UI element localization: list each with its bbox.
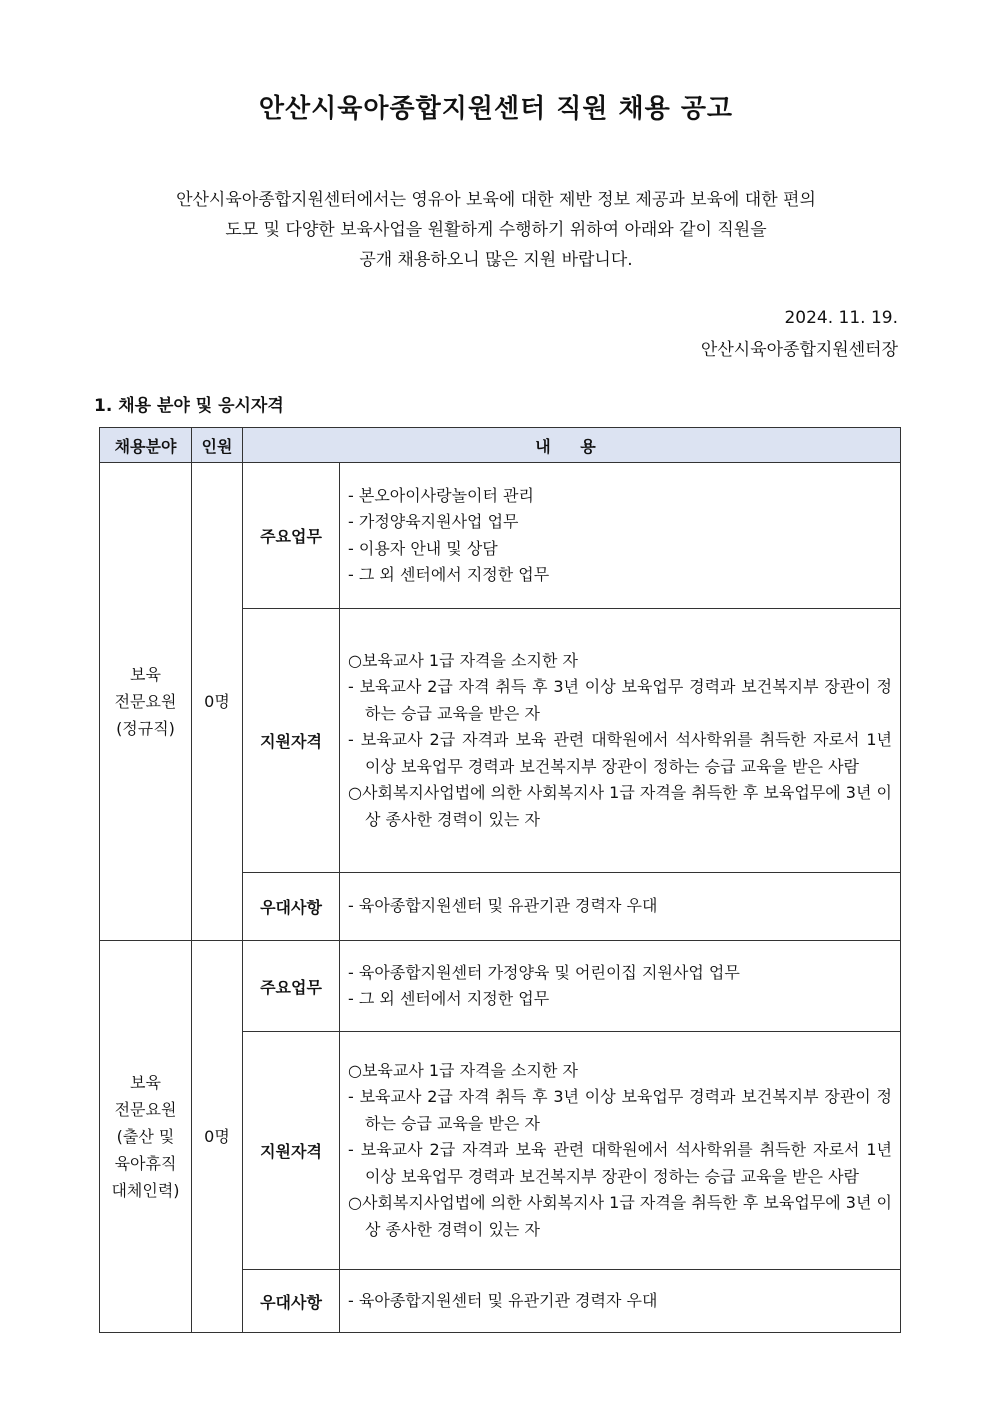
field-line: 대체인력) xyxy=(111,1181,180,1200)
list-item: - 보육교사 2급 자격 취득 후 3년 이상 보육업무 경력과 보건복지부 장관이 정하는 승급 교육을 받은 자 xyxy=(348,677,893,723)
duties-content xyxy=(340,463,901,609)
field-line: (출산 및 xyxy=(116,1127,175,1146)
count-cell: 0명 xyxy=(192,941,243,1333)
field-cell xyxy=(100,941,192,1333)
document-title: 안산시육아종합지원센터 직원 채용 공고 xyxy=(258,94,734,124)
intro-line: 도모 및 다양한 보육사업을 원활하게 수행하기 위하여 아래와 같이 직원을 xyxy=(225,220,767,240)
list-item: - 본오아이사랑놀이터 관리 xyxy=(348,485,534,505)
qualifications-label: 지원자격 xyxy=(243,609,340,873)
preferences-content xyxy=(340,1270,901,1333)
preferences-content xyxy=(340,873,901,941)
duties-label: 주요업무 xyxy=(243,941,340,1032)
preferences-label: 우대사항 xyxy=(243,873,340,941)
duties-content xyxy=(340,941,901,1032)
list-item: ○보육교사 1급 자격을 소지한 자 xyxy=(348,650,578,670)
list-item: ○사회복지사업법에 의한 사회복지사 1급 자격을 취득한 후 보육업무에 3년 이상 종사한 경력이 있는 자 xyxy=(348,1193,893,1239)
qualifications-content xyxy=(340,1032,901,1270)
table-header-row xyxy=(100,428,901,463)
header-field: 채용분야 xyxy=(100,428,192,463)
intro-paragraph xyxy=(0,185,992,275)
list-item: - 육아종합지원센터 및 유관기관 경력자 우대 xyxy=(348,896,658,916)
table-row xyxy=(100,941,901,1032)
table-row xyxy=(100,463,901,609)
field-cell xyxy=(100,463,192,941)
count-cell: 0명 xyxy=(192,463,243,941)
announcement-date: 2024. 11. 19. xyxy=(784,308,898,328)
field-line: 전문요원 xyxy=(114,1100,177,1119)
field-line: 전문요원 xyxy=(114,692,177,711)
list-item: - 보육교사 2급 자격과 보육 관련 대학원에서 석사학위를 취득한 자로서 1년 이상 보육업무 경력과 보건복지부 장관이 정하는 승급 교육을 받은 사람 xyxy=(348,730,893,776)
list-item: ○사회복지사업법에 의한 사회복지사 1급 자격을 취득한 후 보육업무에 3년 이상 종사한 경력이 있는 자 xyxy=(348,783,893,829)
header-content: 내 용 xyxy=(243,428,901,463)
preferences-label: 우대사항 xyxy=(243,1270,340,1333)
qualifications-label: 지원자격 xyxy=(243,1032,340,1270)
list-item: ○보육교사 1급 자격을 소지한 자 xyxy=(348,1060,578,1080)
list-item: - 보육교사 2급 자격과 보육 관련 대학원에서 석사학위를 취득한 자로서 1년 이상 보육업무 경력과 보건복지부 장관이 정하는 승급 교육을 받은 사람 xyxy=(348,1140,893,1186)
field-line: 보육 xyxy=(130,1073,161,1092)
signature-block xyxy=(701,302,898,366)
list-item: - 가정양육지원사업 업무 xyxy=(348,512,519,531)
field-line: (정규직) xyxy=(116,719,175,738)
recruitment-table xyxy=(99,427,901,1333)
field-line: 육아휴직 xyxy=(114,1154,177,1173)
list-item: - 육아종합지원센터 가정양육 및 어린이집 지원사업 업무 xyxy=(348,962,740,982)
section-heading: 1. 채용 분야 및 응시자격 xyxy=(94,396,284,416)
qualifications-content xyxy=(340,609,901,873)
duties-label: 주요업무 xyxy=(243,463,340,609)
intro-line: 공개 채용하오니 많은 지원 바랍니다. xyxy=(359,250,633,270)
list-item: - 그 외 센터에서 지정한 업무 xyxy=(348,565,550,584)
list-item: - 그 외 센터에서 지정한 업무 xyxy=(348,989,550,1008)
list-item: - 육아종합지원센터 및 유관기관 경력자 우대 xyxy=(348,1290,658,1310)
list-item: - 보육교사 2급 자격 취득 후 3년 이상 보육업무 경력과 보건복지부 장관이 정하는 승급 교육을 받은 자 xyxy=(348,1087,893,1133)
intro-line: 안산시육아종합지원센터에서는 영유아 보육에 대한 제반 정보 제공과 보육에 대한 편의 xyxy=(176,190,816,210)
field-line: 보육 xyxy=(130,665,161,684)
issuer-name: 안산시육아종합지원센터장 xyxy=(700,340,898,360)
list-item: - 이용자 안내 및 상담 xyxy=(348,538,498,558)
header-count: 인원 xyxy=(192,428,243,463)
